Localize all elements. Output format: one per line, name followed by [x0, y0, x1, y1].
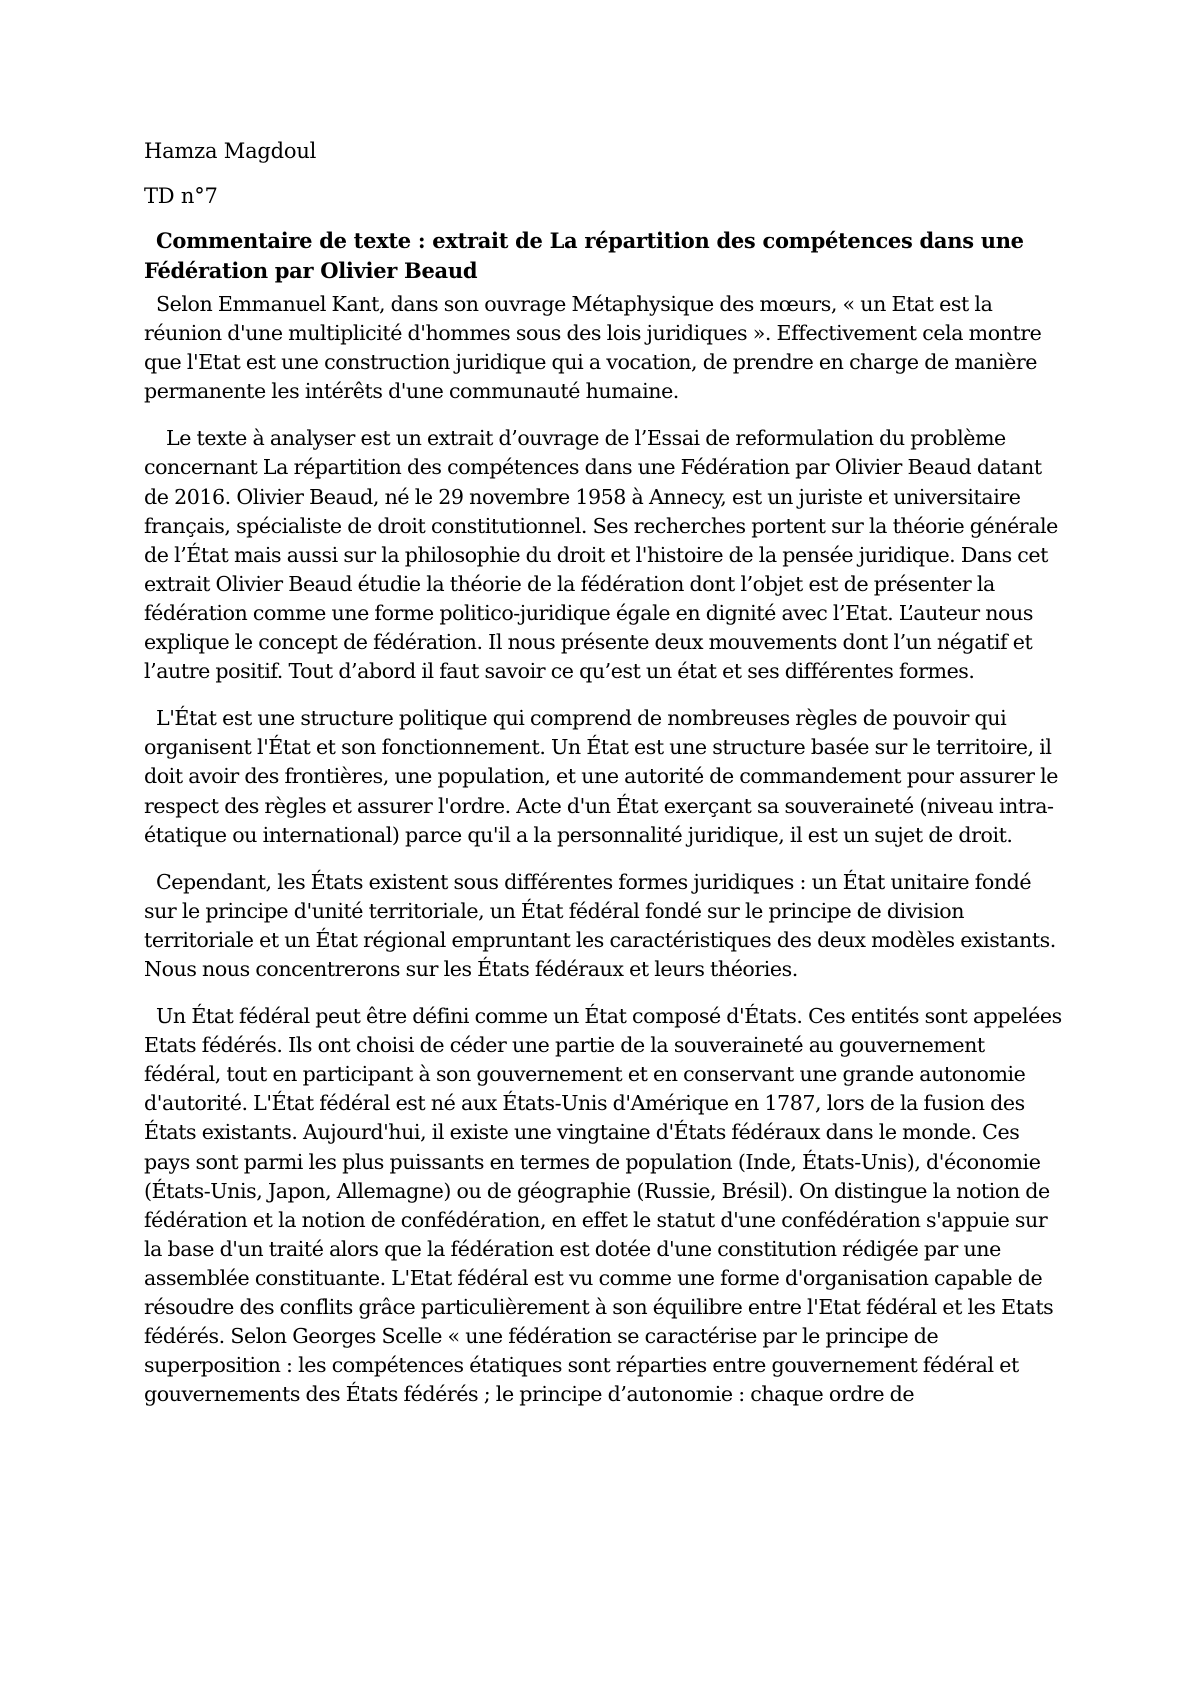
paragraph-intro: Selon Emmanuel Kant, dans son ouvrage Métaphysique des mœurs, « un Etat est la réunion d'une multiplicité d'hommes sous des lois juridiques ». Effectivement cela montre que l'Etat est une construction juridique qui a vocation, de prendre en charge de manière permanente les intérêts d'une communauté humaine. — [144, 292, 1042, 404]
document-title: Commentaire de texte : extrait de La répartition des compétences dans une Fédération par Olivier Beaud — [144, 228, 1024, 283]
paragraph-formes-etat: Cependant, les États existent sous différentes formes juridiques : un État unitaire fondé sur le principe d'unité territoriale, un État fédéral fondé sur le principe de division territoriale et un État régional empruntant les caractéristiques des deux modèles existants. Nous nous concentrerons sur les États fédéraux et leurs théories. — [144, 869, 1056, 981]
paragraph-etat-federal: Un État fédéral peut être défini comme un État composé d'États. Ces entités sont appelées Etats fédérés. Ils ont choisi de céder une partie de la souveraineté au gouvernement fédéral, tout en participant à son gouvernement et en conservant une grande autonomie d'autorité. L'État fédéral est né aux États-Unis d'Amérique en 1787, lors de la fusion des États existants. Aujourd'hui, il existe une vingtaine d'États fédéraux dans le monde. Ces pays sont parmi les plus puissants en termes de population (Inde, États-Unis), d'économie (États-Unis, Japon, Allemagne) ou de géographie (Russie, Brésil). On distingue la notion de fédération et la notion de confédération, en effet le statut d'une confédération s'appuie sur la base d'un traité alors que la fédération est dotée d'une constitution rédigée par une assemblée constituante. L'Etat fédéral est vu comme une forme d'organisation capable de résoudre des conflits grâce particulièrement à son équilibre entre l'Etat fédéral et les Etats fédérés. Selon Georges Scelle « une fédération se caractérise par le principe de superposition : les compétences étatiques sont réparties entre gouvernement fédéral et gouvernements des États fédérés ; le principe d’autonomie : chaque ordre de — [144, 1004, 1062, 1407]
document-body — [144, 136, 1062, 1427]
paragraph-etat-definition: L'État est une structure politique qui comprend de nombreuses règles de pouvoir qui organisent l'État et son fonctionnement. Un État est une structure basée sur le territoire, il doit avoir des frontières, une population, et une autorité de commandement pour assurer le respect des règles et assurer l'ordre. Acte d'un État exerçant sa souveraineté (niveau intra-étatique ou international) parce qu'il a la personnalité juridique, il est un sujet de droit. — [144, 706, 1059, 847]
td-number: TD n°7 — [144, 184, 218, 208]
author-name: Hamza Magdoul — [144, 139, 317, 163]
paragraph-presentation: Le texte à analyser est un extrait d’ouvrage de l’Essai de reformulation du problème concernant La répartition des compétences dans une Fédération par Olivier Beaud datant de 2016. Olivier Beaud, né le 29 novembre 1958 à Annecy, est un juriste et universitaire français, spécialiste de droit constitutionnel. Ses recherches portent sur la théorie générale de l’État mais aussi sur la philosophie du droit et l'histoire de la pensée juridique. Dans cet extrait Olivier Beaud étudie la théorie de la fédération dont l’objet est de présenter la fédération comme une forme politico-juridique égale en dignité avec l’Etat. L’auteur nous explique le concept de fédération. Il nous présente deux mouvements dont l’un négatif et l’autre positif. Tout d’abord il faut savoir ce qu’est un état et ses différentes formes. — [144, 426, 1058, 684]
